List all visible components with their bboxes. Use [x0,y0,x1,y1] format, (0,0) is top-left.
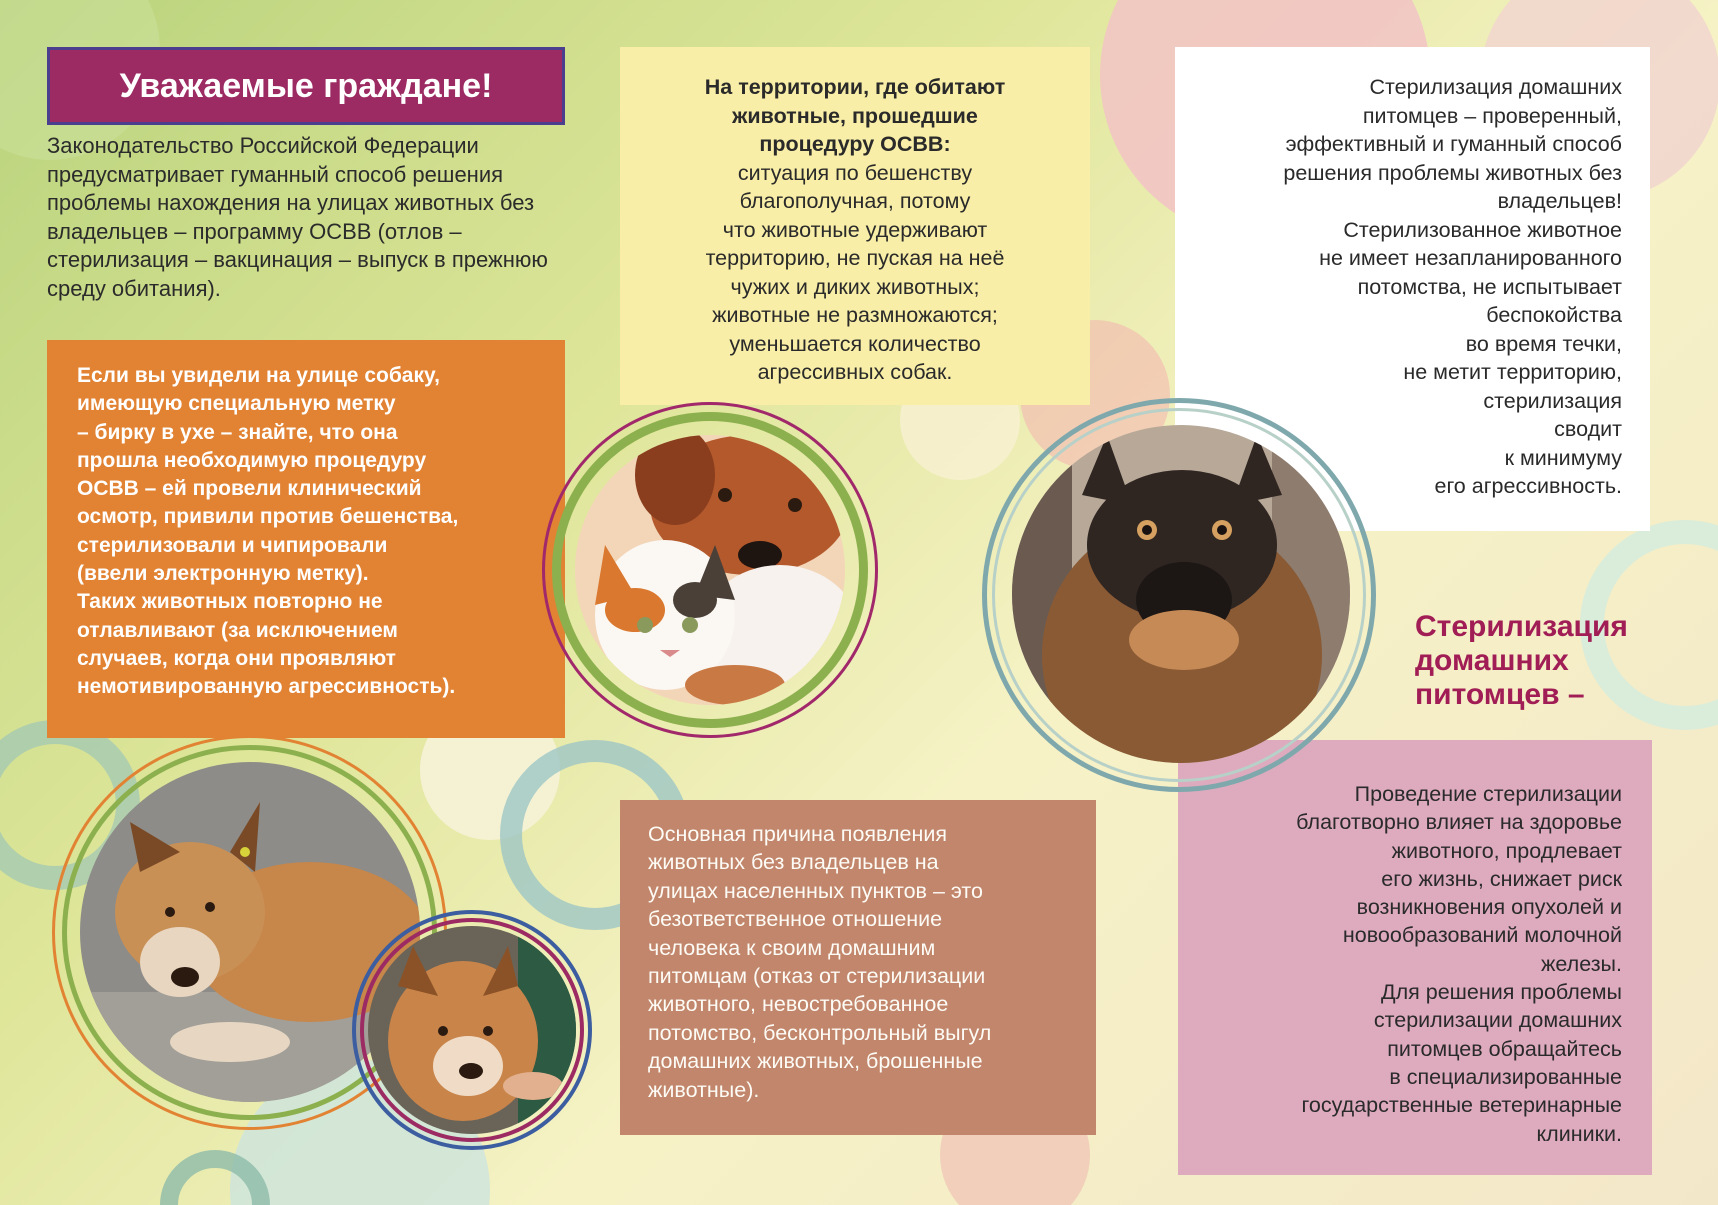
text-line: Для решения проблемы [1381,980,1622,1005]
photo-petted-dog [368,926,576,1134]
text-line: агрессивных собак. [757,360,953,384]
brown-info-box [620,800,1096,1135]
text-line: сводит [1554,417,1622,441]
petted-dog-illustration [368,926,576,1134]
text-line: что животные удерживают [722,217,988,242]
heading-line: Стерилизация [1415,610,1628,643]
text-line: Если вы увидели на улице собаку, [77,364,440,387]
text-line: Стерилизация домашних [1369,75,1622,99]
text-line: животного, продлевает [1391,838,1622,863]
text-line: питомцам (отказ от стерилизации [648,964,986,989]
text-line: домашних животных, брошенные [648,1049,983,1074]
text-line: владельцев! [1497,189,1622,213]
text-line: животные не размножаются; [712,303,998,327]
heading-line: домашних [1415,644,1569,677]
text-line: во время течки, [1465,331,1622,356]
title-banner [47,47,565,125]
text-line: Основная причина появления [648,822,947,846]
photo-cat-and-dog [575,435,845,705]
orange-info-box [47,340,565,738]
text-line: решения проблемы животных без [1283,160,1622,185]
bold-line: процедуру ОСВВ: [759,132,951,156]
text-line: Стерилизованное животное [1343,217,1622,242]
text-line: животного, невостребованное [648,992,949,1017]
text-line: не имеет незапланированного [1319,246,1622,270]
text-line: (ввели электронную метку). [77,562,369,586]
intro-text: Законодательство Российской Федерации предусматривает гуманный способ решения проблемы нахождения на улицах животных без владельцев – программу ОСВВ (отлов – стерилизация – вакцинация – выпуск в прежнюю среду обитания). [47,133,548,301]
text-line: не метит территорию, [1403,360,1622,384]
text-line: питомцев – проверенный, [1362,103,1622,128]
text-line: случаев, когда они проявляют [77,646,396,670]
yellow-info-box [620,47,1090,405]
text-line: животных без владельцев на [648,850,939,875]
text-line: осмотр, привили против бешенства, [77,505,459,529]
text-line: благополучная, потому [739,189,971,213]
text-line: клиники. [1536,1121,1622,1146]
sterilization-heading [1415,610,1660,712]
text-line: его агрессивность. [1434,474,1622,498]
text-line: возникновения опухолей и [1356,895,1622,920]
text-line: его жизнь, снижает риск [1381,866,1622,891]
bold-line: животные, прошедшие [732,103,978,128]
photo-shepherd-dog [1012,425,1350,763]
text-line: немотивированную агрессивность). [77,675,456,699]
text-line: улицах населенных пунктов – это [648,878,983,903]
text-line: уменьшается количество [729,331,981,356]
text-line: в специализированные [1389,1064,1622,1089]
heading-line: питомцев – [1415,678,1585,711]
text-line: отлавливают (за исключением [77,618,398,642]
text-line: стерилизация [1483,388,1622,413]
text-line: территорию, не пуская на неё [705,246,1005,270]
page-title: Уважаемые граждане! [119,66,493,105]
text-line: потомства, не испытывает [1357,274,1622,299]
cat-dog-illustration [575,435,845,705]
text-line: имеющую специальную метку [77,392,396,416]
text-line: Таких животных повторно не [77,590,383,614]
text-line: железы. [1541,951,1622,976]
text-line: ситуация по бешенству [737,160,973,185]
text-line: чужих и диких животных; [730,274,980,299]
text-line: животные). [648,1077,760,1102]
text-line: безответственное отношение [648,907,943,932]
pink-info-box [1178,740,1652,1175]
text-line: прошла необходимую процедуру [77,448,427,472]
shepherd-dog-illustration [1012,425,1350,763]
text-line: питомцев обращайтесь [1387,1036,1622,1061]
text-line: благотворно влияет на здоровье [1296,810,1622,835]
text-line: новообразований молочной [1342,923,1622,948]
text-line: ОСВВ – ей провели клинический [77,477,422,501]
text-line: беспокойства [1486,303,1622,327]
text-line: стерилизации домашних [1373,1008,1622,1033]
text-line: государственные ветеринарные [1301,1093,1622,1118]
text-line: к минимуму [1504,445,1622,470]
text-line: – бирку в ухе – знайте, что она [77,420,398,444]
bold-line: На территории, где обитают [704,75,1006,99]
text-line: эффективный и гуманный способ [1285,132,1622,156]
text-line: стерилизовали и чипировали [77,533,388,557]
text-line: потомство, бесконтрольный выгул [648,1020,992,1045]
text-line: человека к своим домашним [648,935,936,960]
text-line: Проведение стерилизации [1354,782,1622,806]
